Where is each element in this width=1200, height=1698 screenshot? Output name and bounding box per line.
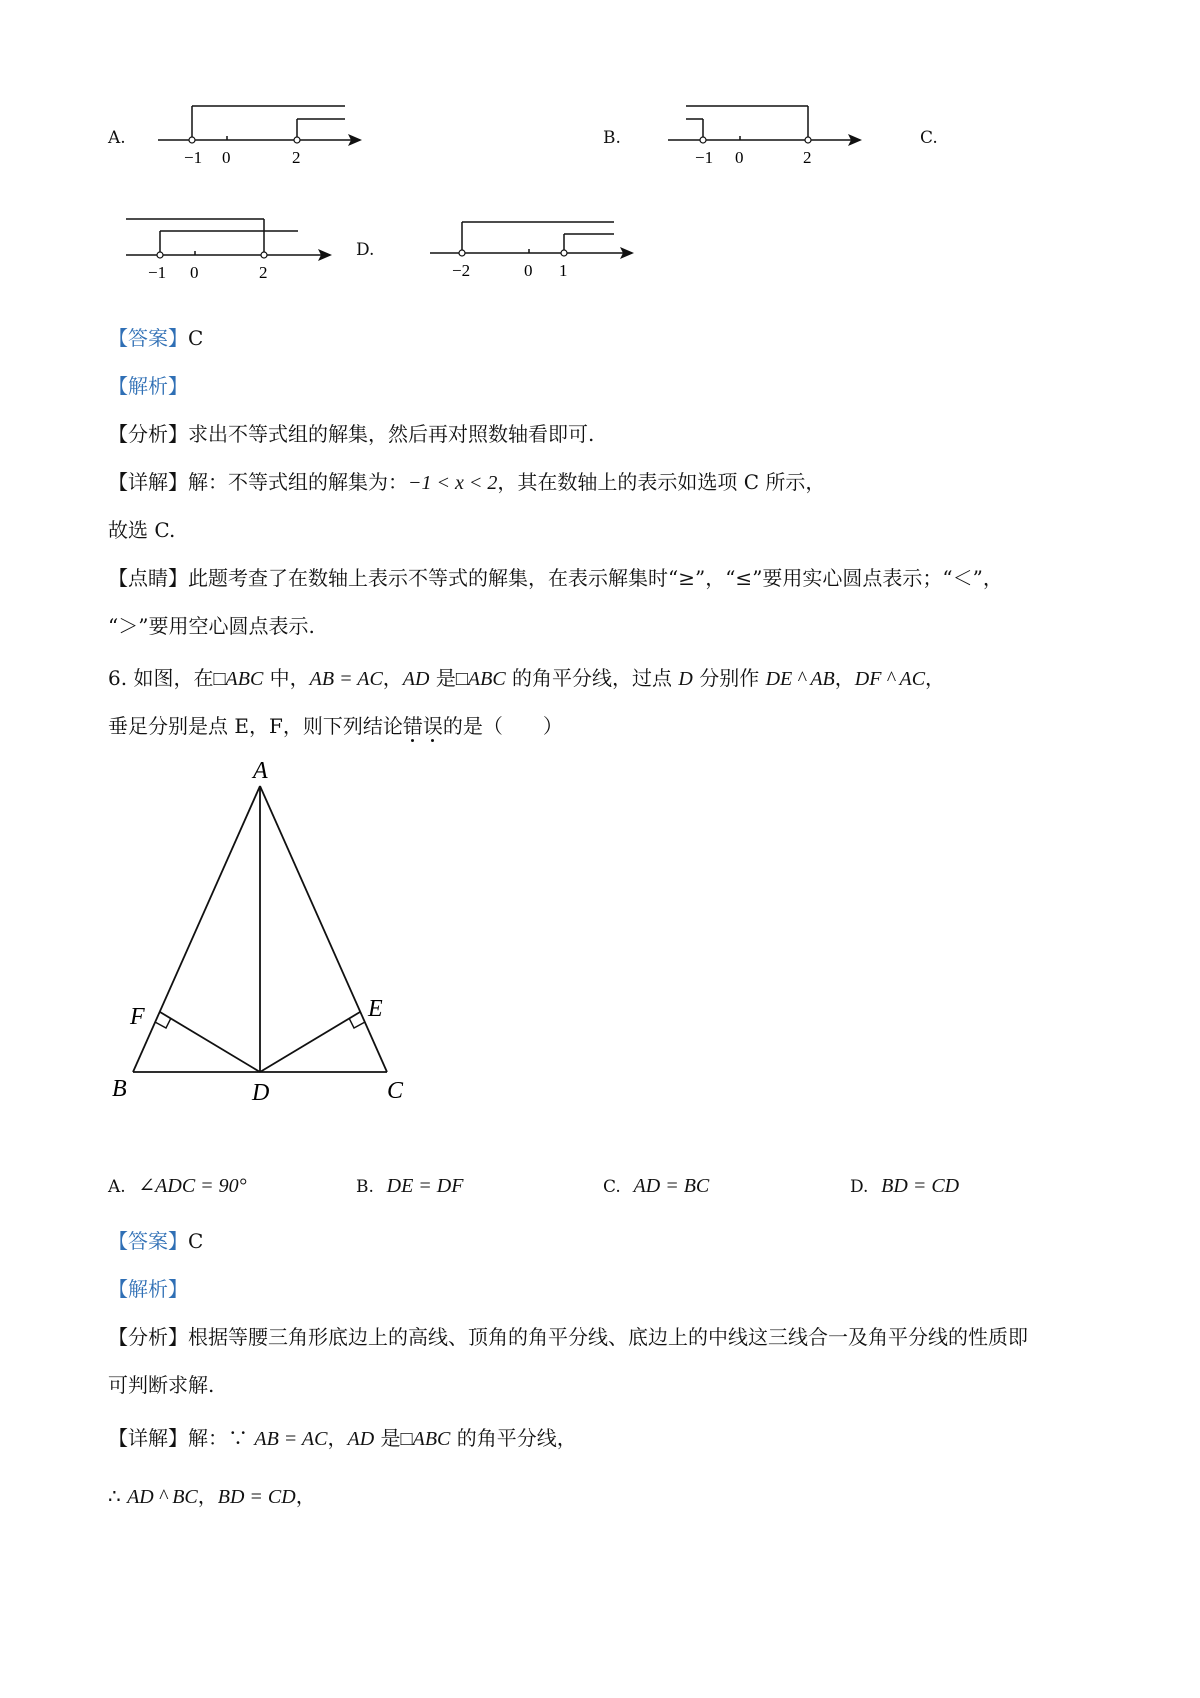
tick-label: −1 xyxy=(148,263,167,282)
number-line-c xyxy=(118,205,348,280)
q6-stem-line2: 垂足分别是点 E，F，则下列结论错误的是（ ） xyxy=(108,714,563,738)
option-a-letter: A. xyxy=(108,128,126,148)
answer-tag: 【答案】 xyxy=(108,1229,188,1253)
fenxi-tag: 【分析】 xyxy=(108,1325,188,1349)
q5-dianjing-line2: “＞”要用空心圆点表示. xyxy=(108,614,315,638)
label-a: A xyxy=(253,758,268,784)
q6-therefore: ∴ AD ^ BC，BD = CD， xyxy=(108,1484,316,1508)
answer-value: C xyxy=(188,326,204,350)
label-b: B xyxy=(112,1076,127,1102)
tick-label: 2 xyxy=(292,148,301,167)
number-line-b xyxy=(660,95,880,165)
q6-stem-line1: 6. 如图，在□ABC 中，AB = AC，AD 是□ABC 的角平分线，过点 D 分别作 DE ^ AB，DF ^ AC， xyxy=(108,666,946,690)
inequality: −1 < x < 2 xyxy=(408,472,498,494)
option-d-letter: D. xyxy=(356,240,375,260)
q5-answer xyxy=(108,325,203,351)
answer-value: C xyxy=(188,1229,204,1253)
tick-label: 2 xyxy=(803,148,812,167)
fenxi-text: 求出不等式组的解集，然后再对照数轴看即可. xyxy=(188,422,595,446)
q5-conclusion: 故选 C. xyxy=(108,518,176,542)
q5-analysis-tag: 【解析】 xyxy=(108,374,188,398)
label-f: F xyxy=(130,1004,145,1030)
tick-label: 1 xyxy=(559,261,568,280)
detail-tag: 【详解】 xyxy=(108,470,188,494)
triangle-figure xyxy=(100,750,430,1110)
answer-tag: 【答案】 xyxy=(108,326,188,350)
tick-label: −1 xyxy=(184,148,203,167)
number-line-d xyxy=(422,205,652,280)
q6-answer xyxy=(108,1228,203,1254)
q6-detail: 【详解】解：∵ AB = AC，AD 是□ABC 的角平分线， xyxy=(108,1426,577,1450)
label-d: D xyxy=(252,1080,270,1106)
dianjing-tag: 【点睛】 xyxy=(108,566,188,590)
tick-label: 0 xyxy=(190,263,199,282)
q5-dianjing-line1: 【点睛】此题考查了在数轴上表示不等式的解集，在表示解集时“≥”，“≤”要用实心圆点表示；“＜”， xyxy=(108,566,1003,590)
label-c: C xyxy=(387,1078,404,1104)
q5-detail: 【详解】解：不等式组的解集为：−1 < x < 2，其在数轴上的表示如选项 C 所示， xyxy=(108,470,826,494)
tick-label: 0 xyxy=(222,148,231,167)
option-c-letter: C. xyxy=(920,128,938,148)
tick-label: 0 xyxy=(524,261,533,280)
fenxi-tag: 【分析】 xyxy=(108,422,188,446)
q5-fenxi xyxy=(108,421,594,447)
q6-option-d: D. BD = CD xyxy=(850,1175,960,1197)
number-line-a xyxy=(150,95,370,165)
q6-fenxi-line1: 【分析】根据等腰三角形底边上的高线、顶角的角平分线、底边上的中线这三线合一及角平分线的性质即 xyxy=(108,1325,1028,1349)
detail-tag: 【详解】 xyxy=(108,1426,188,1450)
q6-option-c: C. AD = BC xyxy=(603,1175,710,1197)
tick-label: 2 xyxy=(259,263,268,282)
tick-label: 0 xyxy=(735,148,744,167)
tick-label: −1 xyxy=(695,148,714,167)
q6-analysis-tag: 【解析】 xyxy=(108,1277,188,1301)
q6-fenxi-line2: 可判断求解. xyxy=(108,1373,215,1397)
label-e: E xyxy=(368,996,383,1022)
q6-option-a: A. ∠ADC = 90° xyxy=(108,1175,247,1197)
q6-option-b: B. DE = DF xyxy=(356,1175,464,1197)
tick-label: −2 xyxy=(452,261,471,280)
option-b-letter: B. xyxy=(603,128,621,148)
